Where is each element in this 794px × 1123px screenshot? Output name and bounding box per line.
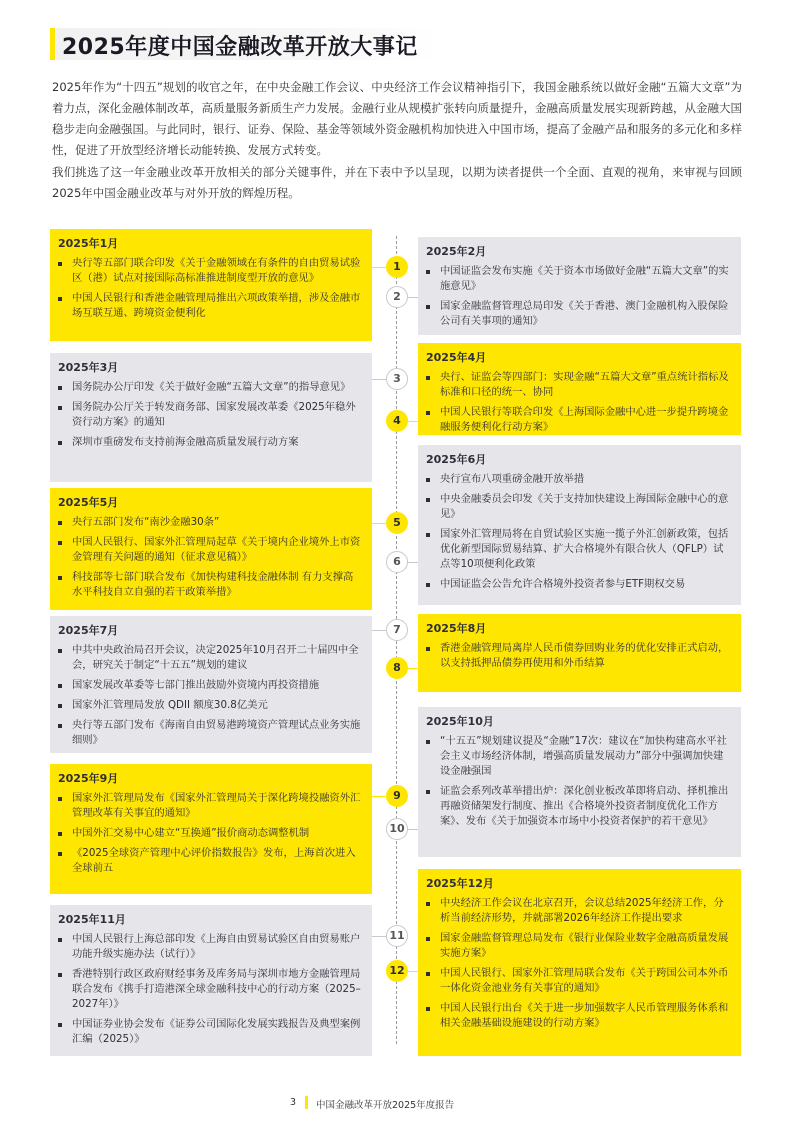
month-label: 2025年9月	[58, 772, 119, 785]
connector-line	[407, 421, 418, 422]
event-item: 中国人民银行、国家外汇管理局起草《关于境内企业境外上市资金管理有关问题的通知（征求意见稿）》	[58, 535, 362, 565]
connector-line	[372, 796, 386, 797]
timeline-node: 4	[386, 410, 408, 432]
event-item: 香港金融管理局离岸人民币债券回购业务的优化安排正式启动，以支持抵押品债券再使用和外币结算	[426, 641, 731, 671]
timeline-node: 2	[386, 286, 408, 308]
timeline-box-mar	[50, 353, 372, 482]
timeline-node: 8	[386, 657, 408, 679]
timeline-node: 7	[386, 619, 408, 641]
intro-paragraph-2: 我们挑选了这一年金融业改革开放相关的部分关键事件，并在下表中予以呈现，以期为读者提供一个全面、直观的视角，来审视与回顾2025年中国金融业改革与对外开放的辉煌历程。	[52, 165, 742, 200]
title-accent-bar	[50, 28, 55, 60]
connector-line	[372, 267, 386, 268]
connector-line	[407, 971, 418, 972]
event-item: 国家外汇管理局发布《国家外汇管理局关于深化跨境投融资外汇管理改革有关事宜的通知》	[58, 791, 362, 821]
event-item: 中国人民银行上海总部印发《上海自由贸易试验区自由贸易账户功能升级实施办法（试行）》	[58, 932, 362, 962]
event-item: 国家发展改革委等七部门推出鼓励外资境内再投资措施	[58, 678, 362, 693]
month-label: 2025年10月	[426, 715, 494, 728]
timeline-box-jan	[50, 229, 372, 341]
event-item: 国家外汇管理局将在自贸试验区实施一揽子外汇创新政策，包括优化新型国际贸易结算、扩大合格境外有限合伙人（QFLP）试点等10项便利化政策	[426, 527, 731, 572]
timeline-box-feb	[418, 237, 741, 335]
timeline-node: 3	[386, 368, 408, 390]
timeline-box-jun	[418, 445, 741, 605]
page-number: 3	[290, 1097, 297, 1108]
connector-line	[372, 936, 386, 937]
footer-accent-bar	[305, 1096, 308, 1109]
event-item: 国家外汇管理局发放 QDII 额度30.8亿美元	[58, 698, 362, 713]
connector-line	[407, 562, 418, 563]
connector-line	[372, 523, 386, 524]
event-item: 中国外汇交易中心建立“互换通”报价商动态调整机制	[58, 826, 362, 841]
event-item: 深圳市重磅发布支持前海金融高质量发展行动方案	[58, 435, 362, 450]
event-item: 国家金融监督管理总局印发《关于香港、澳门金融机构入股保险公司有关事项的通知》	[426, 299, 731, 329]
event-item: “十五五”规划建议提及“金融”17次：建议在“加快构建高水平社会主义市场经济体制，增强高质量发展动力”部分中强调加快建设金融强国	[426, 734, 731, 779]
timeline-node: 6	[386, 551, 408, 573]
event-item: 中国人民银行出台《关于进一步加强数字人民币管理服务体系和相关金融基础设施建设的行动方案》	[426, 1001, 731, 1031]
month-label: 2025年11月	[58, 913, 126, 926]
event-item: 中国证券业协会发布《证券公司国际化发展实践报告及典型案例汇编（2025）》	[58, 1017, 362, 1047]
timeline-node: 1	[386, 256, 408, 278]
connector-line	[372, 379, 386, 380]
timeline-node: 12	[386, 960, 408, 982]
month-label: 2025年12月	[426, 877, 494, 890]
connector-line	[372, 630, 386, 631]
timeline-box-nov	[50, 905, 372, 1056]
event-item: 证监会系列改革举措出炉：深化创业板改革即将启动、择机推出再融资储架发行制度、推出《合格境外投资者制度优化工作方案》、发布《关于加强资本市场中小投资者保护的若干意见》	[426, 784, 731, 829]
event-item: 央行五部门发布“南沙金融30条”	[58, 515, 362, 530]
event-item: 《2025全球资产管理中心评价指数报告》发布，上海首次进入全球前五	[58, 846, 362, 876]
timeline-box-dec	[418, 869, 741, 1056]
event-item: 央行等五部门发布《海南自由贸易港跨境资产管理试点业务实施细则》	[58, 718, 362, 748]
month-label: 2025年8月	[426, 622, 487, 635]
event-item: 央行等五部门联合印发《关于金融领域在有条件的自由贸易试验区（港）试点对接国际高标准推进制度型开放的意见》	[58, 256, 362, 286]
event-item: 中央经济工作会议在北京召开，会议总结2025年经济工作，分析当前经济形势，并就部署2026年经济工作提出要求	[426, 896, 731, 926]
timeline-node: 11	[386, 925, 408, 947]
month-label: 2025年5月	[58, 496, 119, 509]
connector-line	[407, 668, 418, 669]
timeline-box-may	[50, 488, 372, 610]
event-item: 国务院办公厅印发《关于做好金融“五篇大文章”的指导意见》	[58, 380, 362, 395]
timeline-box-aug	[418, 614, 741, 692]
month-label: 2025年1月	[58, 237, 119, 250]
timeline-box-apr	[418, 343, 741, 435]
event-item: 中国证监会发布实施《关于资本市场做好金融“五篇大文章”的实施意见》	[426, 264, 731, 294]
timeline-node: 5	[386, 512, 408, 534]
event-item: 央行、证监会等四部门：实现金融“五篇大文章”重点统计指标及标准和口径的统一、协同	[426, 370, 731, 400]
month-label: 2025年3月	[58, 361, 119, 374]
connector-line	[407, 297, 418, 298]
month-label: 2025年2月	[426, 245, 487, 258]
timeline-box-jul	[50, 616, 372, 753]
event-item: 中共中央政治局召开会议，决定2025年10月召开二十届四中全会，研究关于制定“十五五”规划的建议	[58, 643, 362, 673]
event-item: 中国人民银行和香港金融管理局推出六项政策举措，涉及金融市场互联互通、跨境资金便利化	[58, 291, 362, 321]
connector-line	[407, 829, 418, 830]
event-item: 科技部等七部门联合发布《加快构建科技金融体制 有力支撑高水平科技自立自强的若干政策举措》	[58, 570, 362, 600]
month-label: 2025年4月	[426, 351, 487, 364]
event-item: 国家金融监督管理总局发布《银行业保险业数字金融高质量发展实施方案》	[426, 931, 731, 961]
event-item: 香港特别行政区政府财经事务及库务局与深圳市地方金融管理局联合发布《携手打造港深全球金融科技中心的行动方案（2025–2027年）》	[58, 967, 362, 1012]
event-item: 央行宣布八项重磅金融开放举措	[426, 472, 731, 487]
timeline-box-oct	[418, 707, 741, 857]
timeline-box-sep	[50, 764, 372, 894]
month-label: 2025年6月	[426, 453, 487, 466]
month-label: 2025年7月	[58, 624, 119, 637]
timeline-node: 10	[386, 818, 408, 840]
event-item: 中国人民银行、国家外汇管理局联合发布《关于跨国公司本外币一体化资金池业务有关事宜的通知》	[426, 966, 731, 996]
event-item: 国务院办公厅关于转发商务部、国家发展改革委《2025年稳外资行动方案》的通知	[58, 400, 362, 430]
timeline-node: 9	[386, 785, 408, 807]
event-item: 中央金融委员会印发《关于支持加快建设上海国际金融中心的意见》	[426, 492, 731, 522]
page-title: 2025年度中国金融改革开放大事记	[62, 35, 418, 60]
intro-paragraph-1: 2025年作为“十四五”规划的收官之年，在中央金融工作会议、中央经济工作会议精神指引下，我国金融系统以做好金融“五篇大文章”为着力点，深化金融体制改革，高质量服务新质生产力发展。金融行业从规模扩张转向质量提升，金融高质量发展实现新跨越，从金融大国稳步走向金融强国。与此同时，银行、证券、保险、基金等领域外资金融机构加快进入中国市场，提高了金融产品和服务的多元化和多样性，促进了开放型经济增长动能转换、发展方式转变。	[52, 80, 742, 157]
event-item: 中国证监会公告允许合格境外投资者参与ETF期权交易	[426, 577, 731, 592]
event-item: 中国人民银行等联合印发《上海国际金融中心进一步提升跨境金融服务便利化行动方案》	[426, 405, 731, 435]
report-name: 中国金融改革开放2025年度报告	[316, 1100, 455, 1111]
